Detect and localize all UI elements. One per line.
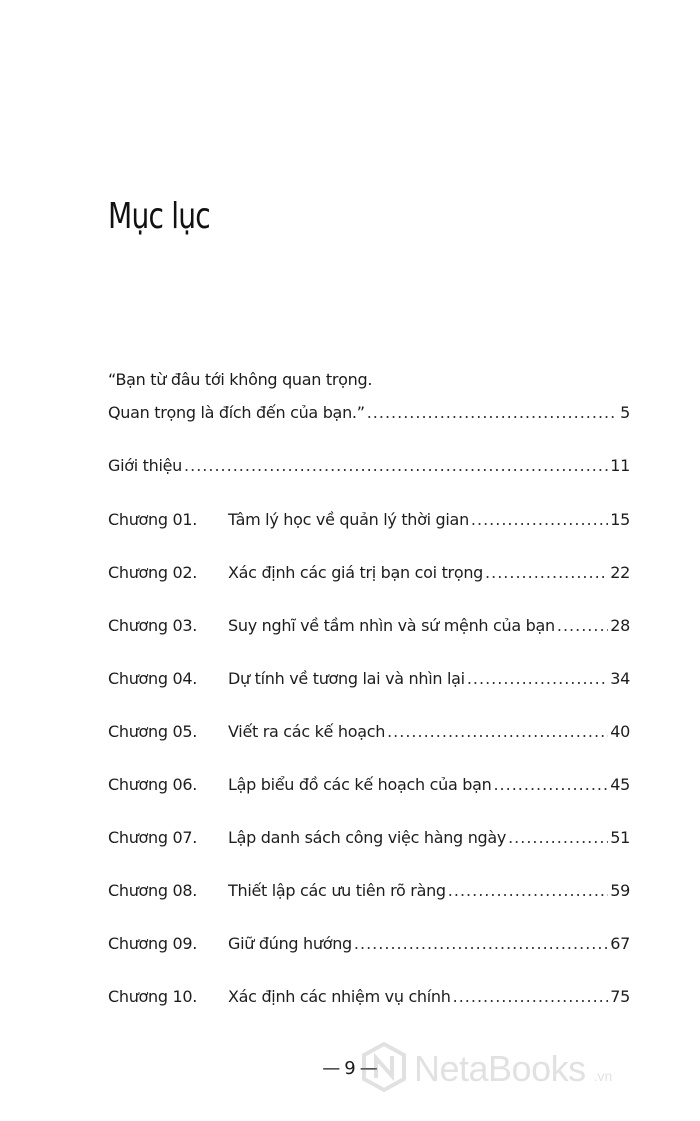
chapter-title: Suy nghĩ về tầm nhìn và sứ mệnh của bạn [228, 616, 555, 635]
dot-leader [467, 669, 608, 689]
toc-entry-chapter [108, 934, 630, 954]
dot-leader [448, 881, 608, 901]
chapter-label: Chương 05. [108, 722, 198, 741]
chapter-label: Chương 10. [108, 987, 198, 1006]
chapter-title: Tâm lý học về quản lý thời gian [228, 510, 469, 529]
page-number: 11 [610, 456, 630, 475]
chapter-title: Xác định các giá trị bạn coi trọng [228, 563, 484, 582]
chapter-label: Chương 06. [108, 775, 198, 794]
watermark [359, 1042, 613, 1096]
toc-entry-chapter [108, 616, 630, 636]
chapter-title: Giữ đúng hướng [228, 934, 352, 953]
chapter-label: Chương 07. [108, 828, 198, 847]
toc-entry-intro-quote [108, 403, 630, 423]
page-number: 15 [610, 510, 630, 529]
chapter-label: Chương 08. [108, 881, 198, 900]
intro-quote-line2: Quan trọng là đích đến của bạn.” [108, 403, 365, 422]
dot-leader [557, 616, 608, 636]
page-number: 22 [610, 563, 630, 582]
toc-entry-chapter [108, 722, 630, 742]
chapter-title: Viết ra các kế hoạch [228, 722, 386, 741]
toc-entry-chapter [108, 563, 630, 583]
page-number: 40 [610, 722, 630, 741]
chapter-label: Chương 03. [108, 616, 198, 635]
footer-dash-right: — [359, 1058, 378, 1079]
page-number-footer: 9 [344, 1058, 356, 1079]
chapter-title: Dự tính về tương lai và nhìn lại [228, 669, 465, 688]
toc-entry-chapter [108, 510, 630, 530]
chapter-title: Xác định các nhiệm vụ chính [228, 987, 451, 1006]
toc-entry-chapter [108, 669, 630, 689]
chapter-label: Chương 04. [108, 669, 198, 688]
intro-quote-line1: “Bạn từ đâu tới không quan trọng. [108, 370, 373, 389]
page-number: 45 [610, 775, 630, 794]
dot-leader [471, 510, 608, 530]
dot-leader [453, 987, 609, 1007]
toc-entry-chapter [108, 987, 630, 1007]
page-number: 59 [610, 881, 630, 900]
toc-entry-introduction [108, 456, 630, 476]
dot-leader [508, 828, 608, 848]
watermark-text: NetaBooks [414, 1048, 586, 1089]
page-number: 28 [610, 616, 630, 635]
chapter-title: Lập biểu đồ các kế hoạch của bạn [228, 775, 492, 794]
chapter-label: Chương 01. [108, 510, 198, 529]
page-title: Mục lục [108, 196, 210, 237]
page-number: 34 [610, 669, 630, 688]
dot-leader [493, 775, 608, 795]
netabooks-logo-icon [359, 1042, 406, 1096]
chapter-label: Chương 02. [108, 563, 198, 582]
chapter-label: Chương 09. [108, 934, 198, 953]
footer-dash-left: — [322, 1058, 341, 1079]
page-number: 5 [620, 403, 630, 422]
page-number: 51 [610, 828, 630, 847]
dot-leader [354, 934, 608, 954]
chapter-title: Lập danh sách công việc hàng ngày [228, 828, 507, 847]
toc-entry-chapter [108, 775, 630, 795]
dot-leader [485, 563, 608, 583]
chapter-title: Thiết lập các ưu tiên rõ ràng [228, 881, 446, 900]
page-number: 67 [610, 934, 630, 953]
dot-leader [367, 403, 618, 423]
toc-entry-chapter [108, 881, 630, 901]
watermark-suffix: .vn [593, 1068, 613, 1084]
toc-entry-chapter [108, 828, 630, 848]
page-number: 75 [610, 987, 630, 1006]
entry-title: Giới thiệu [108, 456, 183, 475]
dot-leader [184, 456, 608, 476]
dot-leader [387, 722, 608, 742]
